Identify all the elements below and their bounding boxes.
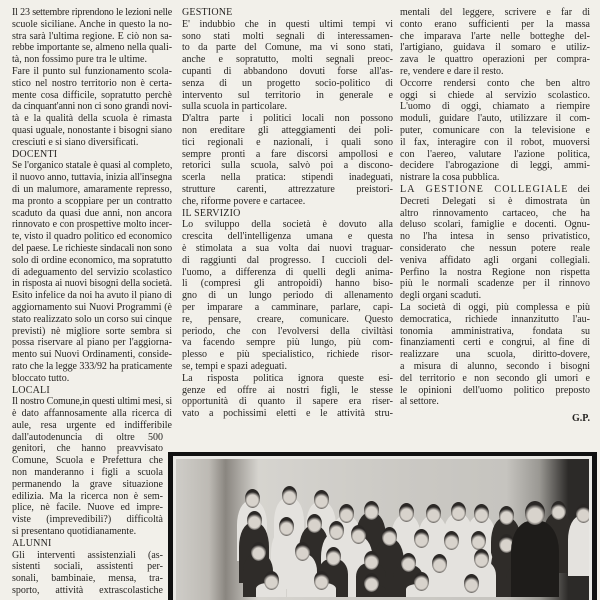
paragraph-line: genze ed offre ai nostri figli, le stesse bbox=[182, 384, 393, 396]
paragraph-line: del territorio e non secondo gli umori e bbox=[400, 372, 590, 384]
paragraph-line: del paese. Le richieste sindacali non sono bbox=[12, 242, 172, 254]
paragraph-line: zava le quattro operazioni per compra- bbox=[400, 54, 590, 66]
paragraph-line: previsti) nè migliore sorte sembra si bbox=[12, 325, 172, 337]
paragraph-line: moduli, guidare l'auto, utilizzare il com- bbox=[400, 113, 590, 125]
figure-head bbox=[351, 525, 366, 544]
paragraph-line: mento sui Nuovi Ordinamenti, conside- bbox=[12, 349, 172, 361]
column-1 bbox=[12, 7, 172, 597]
paragraph-line: plice, nè facile. Nuove ed impre- bbox=[12, 502, 163, 514]
paragraph-line: più le normali scadenze per il rinnovo bbox=[400, 278, 590, 290]
paragraph-line: Il 23 settembre riprendono le lezioni nelle bbox=[12, 7, 172, 18]
paragraph-line: aggiornamento sui Nuovi Programmi (è bbox=[12, 301, 172, 313]
paragraph-line: non ereditare gli atteggiamenti dei poli- bbox=[182, 124, 393, 136]
figure-head bbox=[326, 547, 341, 566]
paragraph-line: a misura di alunno, secondo i bisogni bbox=[400, 360, 590, 372]
paragraph-line: l'artigiano, guidava il somaro e utiliz- bbox=[400, 42, 590, 54]
paragraph-line: se, tempi e spazi adeguati. bbox=[182, 360, 287, 372]
paragraph-line: conto erano sufficienti per la massa bbox=[400, 18, 590, 30]
paragraph-line: sulla scuola in particolare. bbox=[182, 101, 287, 113]
paragraph-line: con l'aereo, valutare l'azione politica, bbox=[400, 148, 590, 160]
paragraph-line: E' indubbio che in questi ultimi tempi vi bbox=[182, 18, 393, 30]
column-2 bbox=[182, 7, 393, 420]
class-photo-frame bbox=[168, 452, 597, 600]
figure-head bbox=[471, 531, 486, 550]
paragraph-line: cresciuti e si siano diversificati. bbox=[12, 136, 139, 148]
paragraph-line: puter, comunicare con la televisione e bbox=[400, 124, 590, 136]
paragraph-line: aule, resa urgente ed indifferibile bbox=[12, 419, 172, 431]
paragraph-line: L'uomo di oggi, chiamato a riempire bbox=[400, 101, 590, 113]
paragraph-line: scaduto da quasi due anni, non ancora bbox=[12, 207, 172, 219]
paragraph-line: Fare il punto sul funzionamento scola- bbox=[12, 65, 172, 77]
paragraph-line: in risposta ai nuovi bisogni della società. bbox=[12, 278, 172, 290]
paragraph-line: l'uomo, a differenza di quelli degli anima- bbox=[182, 266, 393, 278]
inline-heading: LA GESTIONE COLLEGIALE bbox=[400, 183, 569, 195]
figure-head bbox=[444, 531, 459, 550]
paragraph-line: genitori, che hanno preavvisato bbox=[12, 443, 163, 455]
paragraph-line: che imparava l'arte nelle botteghe del- bbox=[400, 30, 590, 42]
paragraph-line: possa riservare al piano per l'aggiorna- bbox=[12, 337, 172, 349]
figure-head bbox=[364, 551, 379, 570]
figure-head bbox=[499, 506, 514, 525]
paragraph-line: tà e la qualità della scuola è rimasta bbox=[12, 113, 172, 125]
paragraph-line: rebbe importante se, almeno nella quali- bbox=[12, 42, 172, 54]
paragraph-line: veniva affidato agli organi collegiali. bbox=[400, 254, 590, 266]
paragraph-line: di adeguamento del servizio scolastico bbox=[12, 266, 172, 278]
paragraph-line: quasi uguale, nonostante i bisogni siano bbox=[12, 124, 172, 136]
section-heading: LOCALI bbox=[12, 384, 50, 396]
paragraph-line: il fax, interagire con il robot, muoversi bbox=[400, 136, 590, 148]
paragraph-line: che, riforme povere e cartacee. bbox=[182, 195, 306, 207]
paragraph-line: decidere l'abrogazione di leggi, ammi- bbox=[400, 160, 590, 172]
paragraph-line: li (compresi gli antropoidi) hanno biso- bbox=[182, 278, 393, 290]
teacher-head bbox=[525, 501, 545, 525]
paragraph-line: bloccato tutto. bbox=[12, 372, 70, 384]
paragraph-line: no l'ha intesa in senso privatistico, bbox=[400, 231, 590, 243]
section-heading: DOCENTI bbox=[12, 148, 58, 160]
paragraph-line: retorici sulla scuola, salvò poi a discono- bbox=[182, 160, 393, 172]
paragraph-line: nistrare la cosa pubblica. bbox=[400, 172, 500, 184]
paragraph-line: senza di un progetto socio-politico di bbox=[182, 77, 393, 89]
paragraph-line: re, pensare, creare, comunicare. Questo bbox=[182, 313, 393, 325]
paragraph-line: mentali del leggere, scrivere e far di bbox=[400, 7, 590, 18]
paragraph-line: sono stati molti segnali di interessamen- bbox=[182, 30, 393, 42]
paragraph-line: le opinioni dell'uomo politico preposto bbox=[400, 384, 590, 396]
paragraph-line: si presentano quotidianamente. bbox=[12, 526, 137, 538]
class-photo bbox=[176, 459, 589, 600]
paragraph-line: non manderanno i figli a scuola bbox=[12, 467, 163, 479]
figure-head bbox=[426, 504, 441, 523]
paragraph-line: Gli interventi assistenziali (as- bbox=[12, 549, 163, 561]
paragraph-line: da cinquant'anni non ci sono grandi novi- bbox=[12, 101, 172, 113]
figure-head bbox=[329, 521, 344, 540]
paragraph-line: to da parte del Comune, ma vi sono stati, bbox=[182, 42, 393, 54]
section-heading: IL SERVIZIO bbox=[182, 207, 241, 219]
paragraph-line: Perfino la nostra Regione non rispetta bbox=[400, 266, 590, 278]
paragraph-line: scerla nella pratica: stipendi inadeguati, bbox=[182, 172, 393, 184]
figure-head bbox=[279, 517, 294, 536]
paragraph-line: democratica, richiede innanzitutto l'au- bbox=[400, 313, 590, 325]
paragraph-line: finanziamenti certi e congrui, al fine di bbox=[400, 337, 590, 349]
paragraph-line: mente cosa difficile, sopratutto perchè bbox=[12, 89, 172, 101]
author-signature: G.P. bbox=[572, 413, 590, 425]
paragraph-line: al settore. bbox=[400, 396, 439, 408]
paragraph-line: oggi si chiede al servizio scolastico. bbox=[400, 89, 590, 101]
paragraph-line: La società di oggi, più complessa e più bbox=[400, 301, 590, 313]
paragraph-line: edilizia. Ma la ricerca non è sem- bbox=[12, 490, 163, 502]
paragraph-line: realizzare una scuola, diritto-dovere, bbox=[400, 349, 590, 361]
paragraph-line: D'altra parte i politici locali non possono bbox=[182, 113, 393, 125]
paragraph-line: periodo, che con l'evolversi della civiltàsi bbox=[182, 325, 393, 337]
paragraph-line: crescita dell'intelligenza umana e questa bbox=[182, 231, 393, 243]
paragraph-line: vato a pochissimi eletti e le attività stru- bbox=[182, 408, 393, 420]
paragraph-line: tici regionali e nazionali, i quali sono bbox=[182, 136, 393, 148]
paragraph-line: permanendo la grave situazione bbox=[12, 478, 163, 490]
figure-head bbox=[314, 490, 329, 509]
photo-border bbox=[173, 456, 592, 600]
paragraph-line: tà, non fossimo pure tra le ultime. bbox=[12, 54, 147, 66]
figure-head bbox=[474, 549, 489, 568]
paragraph-line: La risposta politica ignora queste esi- bbox=[182, 372, 393, 384]
paragraph-line: Comune, Scuola e Prefettura che bbox=[12, 455, 163, 467]
paragraph-line: opportunità di quanto il sapere era riser- bbox=[182, 396, 393, 408]
paragraph-line: tonomia amministrativa, fondata su bbox=[400, 325, 590, 337]
figure-head bbox=[401, 553, 416, 572]
figure-head bbox=[295, 542, 310, 561]
figure-head bbox=[251, 542, 266, 561]
paragraph-line: Se l'organico statale è quasi al completo, bbox=[12, 160, 172, 172]
figure-head bbox=[364, 573, 379, 592]
paragraph-line bbox=[400, 184, 590, 196]
figure-head bbox=[474, 504, 489, 523]
paragraph-line: sonali, bambinaie, mensa, tra- bbox=[12, 573, 163, 585]
paragraph-line: plesso e più specialistico, richiede risor- bbox=[182, 349, 393, 361]
paragraph-line: deluso scolari, famiglie e docenti. Ognu- bbox=[400, 219, 590, 231]
paragraph-line: dall'autodenuncia di oltre 500 bbox=[12, 431, 163, 443]
paragraph-line: per imparare a camminare, parlare, capi- bbox=[182, 301, 393, 313]
paragraph-line: Esito infelice da noi ha avuto il piano di bbox=[12, 290, 172, 302]
figure-head bbox=[245, 489, 260, 508]
section-heading: GESTIONE bbox=[182, 7, 233, 18]
paragraph-line: Il nostro Comune,in questi ultimi mesi, si bbox=[12, 396, 172, 408]
teacher-figure bbox=[511, 521, 559, 597]
paragraph-line: considerato che nessun potere reale bbox=[400, 242, 590, 254]
paragraph-line: rinnovato e con prospettive molto incer- bbox=[12, 219, 172, 231]
paragraph-line: rato che la legge 333/92 ha praticamente bbox=[12, 360, 172, 372]
paragraph-line: stra sarà l'ultima regione. E ciò non sa- bbox=[12, 30, 172, 42]
figure-head bbox=[414, 529, 429, 548]
paragraph-line: va facendo sempre più lungo, più com- bbox=[182, 337, 393, 349]
paragraph-line: cupanti di abbandono dovuti forse all'as- bbox=[182, 65, 393, 77]
paragraph-line: Decreti Delegati si è dimostrata ùn bbox=[400, 195, 590, 207]
paragraph-line: scuole siciliane. Anche in questo la no- bbox=[12, 18, 172, 30]
figure-head bbox=[364, 501, 379, 520]
paragraph-line: il nuovo anno, tuttavia, inizia all'insegna bbox=[12, 172, 172, 184]
paragraph-line: intervento sul territorio in generale e bbox=[182, 89, 393, 101]
figure-head bbox=[399, 503, 414, 522]
paragraph-line: stato realizzato solo un corso sui cinque bbox=[12, 313, 172, 325]
figure-head bbox=[576, 504, 589, 523]
paragraph-line: di un malumore, amaramente represso, bbox=[12, 183, 172, 195]
figure-head bbox=[314, 571, 329, 590]
figure-head bbox=[264, 571, 279, 590]
paragraph-line: sporto, attività extrascolastiche bbox=[12, 585, 163, 597]
paragraph-line: stico nel nostro territorio non è certa- bbox=[12, 77, 172, 89]
paragraph-line: sempre pronti a fare discorsi ampollosi e bbox=[182, 148, 393, 160]
paragraph-line: sistenti sociali, assistenti per- bbox=[12, 561, 163, 573]
figure-head bbox=[414, 572, 429, 591]
paragraph-line: degli organi scaduti. bbox=[400, 290, 482, 302]
paragraph-line: Occorre rendersi conto che ben altro bbox=[400, 77, 590, 89]
paragraph-line: è dato affannosamente alla ricerca di bbox=[12, 408, 172, 420]
paragraph-line: altro rinnovamento cartaceo, che ha bbox=[400, 207, 590, 219]
paragraph-line: solo di ordine economico, ma sopratutto bbox=[12, 254, 172, 266]
paragraph-line: te, visto il quadro politico ed economico bbox=[12, 231, 172, 243]
paragraph-line: anche e sopratutto, molti segnali preoc- bbox=[182, 54, 393, 66]
figure-head bbox=[551, 501, 566, 520]
column-3 bbox=[400, 7, 590, 425]
paragraph-line: gno di un lungo periodo di allenamento bbox=[182, 290, 393, 302]
figure-head bbox=[464, 574, 479, 593]
figure-head bbox=[339, 504, 354, 523]
figure-body bbox=[568, 516, 589, 576]
paragraph-line: viste (imprevedibili?) difficoltà bbox=[12, 514, 163, 526]
paragraph-line: re, vendere e dare il resto. bbox=[400, 65, 504, 77]
paragraph-line: di raggiunti dal progresso. I cuccioli del- bbox=[182, 254, 393, 266]
line-text: dei bbox=[568, 183, 590, 195]
paragraph-line: è stimolata a sua volta dai nuovi traguar- bbox=[182, 242, 393, 254]
section-heading: ALUNNI bbox=[12, 537, 52, 549]
paragraph-line: ma pronto a scoppiare per un contratto bbox=[12, 195, 172, 207]
paragraph-line: Lo sviluppo della società è dovuto alla bbox=[182, 219, 393, 231]
paragraph-line: strutture carenti, attrezzature preistori- bbox=[182, 183, 393, 195]
figure-head bbox=[451, 502, 466, 521]
